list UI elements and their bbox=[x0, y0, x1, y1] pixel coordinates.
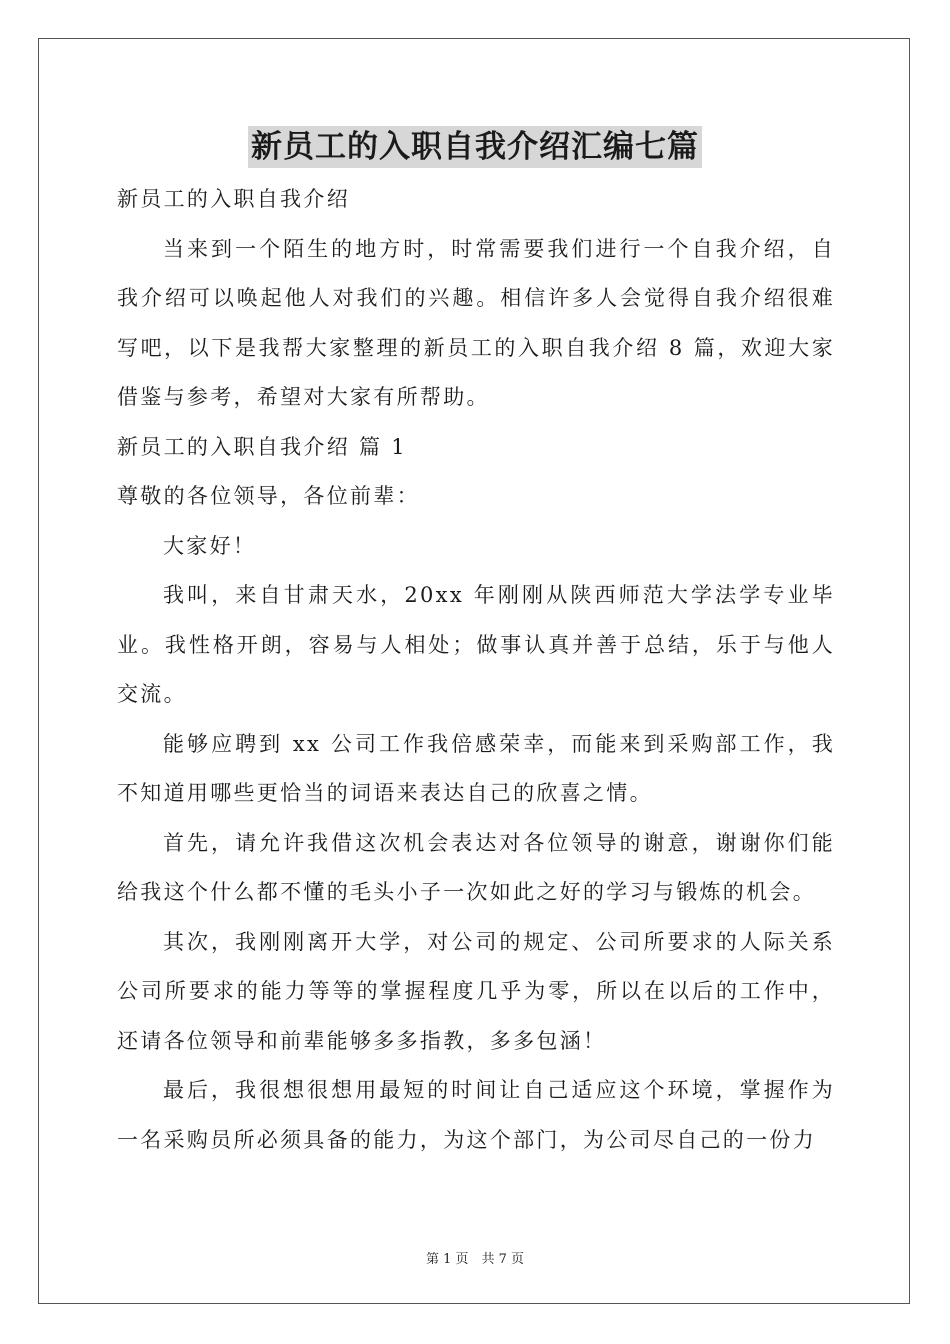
document-body bbox=[117, 175, 835, 1165]
section-heading: 新员工的入职自我介绍 篇 1 bbox=[117, 434, 407, 459]
subtitle: 新员工的入职自我介绍 bbox=[117, 187, 350, 211]
greeting: 大家好！ bbox=[163, 533, 257, 558]
body-paragraph: 能够应聘到 xx 公司工作我倍感荣幸，而能来到采购部工作，我不知道用哪些更恰当的词语来表达自己的欣喜之情。 bbox=[117, 731, 835, 805]
body-paragraph: 首先，请允许我借这次机会表达对各位领导的谢意，谢谢你们能给我这个什么都不懂的毛头小子一次如此之好的学习与锻炼的机会。 bbox=[117, 830, 835, 904]
title-container bbox=[0, 126, 950, 168]
salutation: 尊敬的各位领导，各位前辈： bbox=[117, 484, 420, 508]
body-paragraph: 最后，我很想很想用最短的时间让自己适应这个环境，掌握作为一名采购员所必须具备的能力，为这个部门，为公司尽自己的一份力 bbox=[117, 1078, 835, 1152]
body-paragraph: 其次，我刚刚离开大学，对公司的规定、公司所要求的人际关系公司所要求的能力等等的掌握程度几乎为零，所以在以后的工作中，还请各位领导和前辈能够多多指教，多多包涵！ bbox=[117, 929, 835, 1053]
page-footer: 第 1 页 共 7 页 bbox=[425, 1252, 525, 1267]
document-title: 新员工的入职自我介绍汇编七篇 bbox=[248, 126, 702, 168]
body-paragraph: 我叫，来自甘肃天水，20xx 年刚刚从陕西师范大学法学专业毕业。我性格开朗，容易与人相处；做事认真并善于总结，乐于与他人交流。 bbox=[117, 583, 835, 706]
intro-paragraph: 当来到一个陌生的地方时，时常需要我们进行一个自我介绍，自我介绍可以唤起他人对我们的兴趣。相信许多人会觉得自我介绍很难写吧，以下是我帮大家整理的新员工的入职自我介绍 8 篇，欢迎大家借鉴与参考，希望对大家有所帮助。 bbox=[117, 236, 835, 409]
